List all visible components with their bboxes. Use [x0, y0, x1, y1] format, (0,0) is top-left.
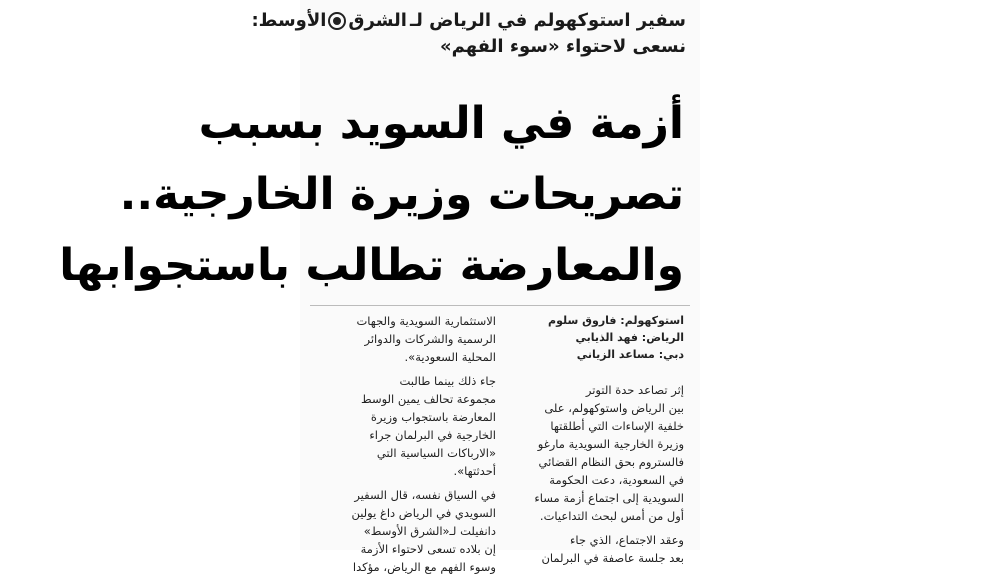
text-line: السويدية إلى اجتماع أزمة مساء	[534, 491, 684, 505]
headline-line-2: تصريحات وزيرة الخارجية..	[119, 169, 684, 220]
byline	[509, 312, 684, 363]
headline-line-3: والمعارضة تطالب باستجوابها	[59, 240, 684, 291]
text-line: دانفيلت لـ«الشرق الأوسط»	[363, 524, 496, 538]
paragraph	[509, 531, 684, 567]
paragraph	[316, 486, 496, 576]
emblem-icon	[328, 12, 346, 30]
kicker-prefix: سفير استوكهولم في الرياض لـ	[409, 10, 686, 31]
text-line: جاء ذلك بينما طالبت	[399, 374, 496, 388]
kicker-line-2: نسعى لاحتواء «سوء الفهم»	[440, 36, 686, 57]
byline-line: الرياض: فهد الذيابي	[575, 331, 684, 344]
text-line: في السياق نفسه، قال السفير	[354, 488, 496, 502]
paragraph	[316, 372, 496, 480]
text-line: وزيرة الخارجية السويدية مارغو	[537, 437, 684, 451]
text-line: إثر تصاعد حدة التوتر	[585, 383, 684, 397]
text-line: «الارباكات السياسية التي	[376, 446, 496, 460]
newspaper-clipping	[59, 0, 700, 574]
paragraph	[509, 381, 684, 525]
kicker	[251, 8, 686, 60]
text-line: بين الرياض واستوكهولم، على	[544, 401, 684, 415]
text-line: فالستروم بحق النظام القضائي	[538, 455, 684, 469]
text-line: الرسمية والشركات والدوائر	[364, 332, 496, 346]
text-line: وسوء الفهم مع الرياض، مؤكدا	[352, 560, 496, 574]
text-line: المحلية السعودية».	[404, 350, 496, 364]
byline-line: استوكهولم: فاروق سلوم	[548, 314, 684, 327]
text-line: الاستثمارية السويدية والجهات	[356, 314, 496, 328]
article-left-column	[316, 312, 496, 582]
text-line: وعقد الاجتماع، الذي جاء	[569, 533, 684, 547]
asharq-alawsat-logo	[251, 8, 406, 34]
text-line: الخارجية في البرلمان جراء	[369, 428, 496, 442]
text-line: في السعودية، دعت الحكومة	[549, 473, 684, 487]
headline	[59, 88, 684, 301]
byline-line: دبي: مساعد الزياني	[576, 348, 684, 361]
text-line: مجموعة تحالف يمين الوسط	[361, 392, 496, 406]
text-line: أول من أمس لبحث التداعيات.	[539, 509, 684, 523]
text-line: أحدثتها».	[453, 464, 496, 478]
kicker-line-1	[251, 8, 686, 34]
article-right-column	[509, 312, 684, 573]
text-line: المعارضة باستجواب وزيرة	[370, 410, 496, 424]
text-line: خلفية الإساءات التي أطلقتها	[550, 419, 684, 433]
logo-text-part1: الشرق	[348, 10, 407, 31]
headline-line-1: أزمة في السويد بسبب	[198, 98, 684, 149]
text-line: السويدي في الرياض داغ يولين	[351, 506, 496, 520]
text-line: بعد جلسة عاصفة في البرلمان	[541, 551, 684, 565]
divider	[310, 305, 690, 306]
paragraph	[316, 312, 496, 366]
text-line: إن بلاده تسعى لاحتواء الأزمة	[360, 542, 496, 556]
logo-text-part2: الأوسط:	[251, 10, 327, 31]
